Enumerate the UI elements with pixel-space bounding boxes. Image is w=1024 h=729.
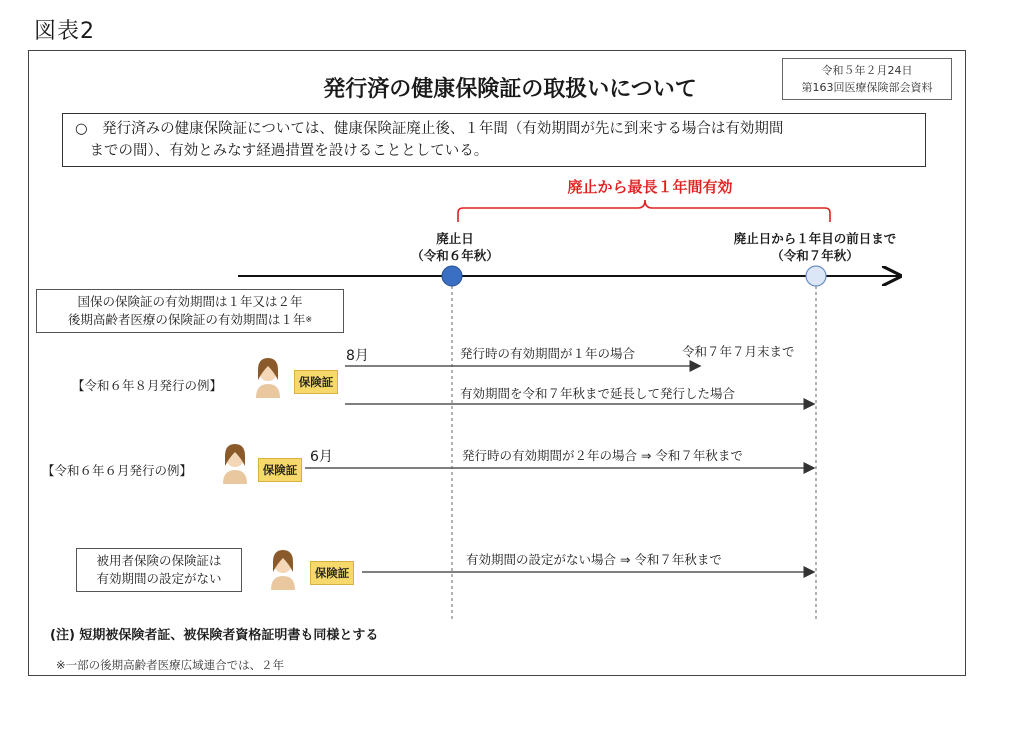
aug-extended-text: 有効期間を令和７年秋まで延長して発行した場合 — [460, 386, 736, 401]
validity-line-2 — [37, 311, 343, 329]
start-date-title: 廃止日 — [436, 231, 474, 246]
footnote-asterisk: ※一部の後期高齢者医療広域連合では、２年 — [56, 658, 285, 672]
date-line: 令和５年２月24日 — [821, 64, 913, 77]
end-date-era: （令和７年秋） — [771, 248, 859, 263]
bracket-label: 廃止から最長１年間有効 — [567, 178, 733, 196]
aug-1year-text: 発行時の有効期間が１年の場合 — [460, 346, 636, 361]
summary-line-1: ○ 発行済みの健康保険証については、健康保険証廃止後、１年間（有効期間が先に到来する場合は有効期間 — [75, 121, 784, 137]
employee-arrow-text: 有効期間の設定がない場合 ⇒ 令和７年秋まで — [466, 552, 722, 567]
summary-line-2: までの間）、有効とみなす経過措置を設けることとしている。 — [75, 143, 489, 159]
person-icon — [256, 358, 280, 398]
end-date-label — [720, 230, 910, 264]
employee-line-2: 有効期間の設定がない — [96, 571, 222, 586]
start-date-era: （令和６年秋） — [411, 248, 499, 263]
start-dot — [442, 266, 462, 286]
footnote-mark: ※ — [305, 315, 313, 324]
validity-line-2-text: 後期高齢者医療の保険証の有効期間は１年 — [67, 312, 306, 327]
employee-insurance-box — [76, 548, 242, 592]
insurance-card-badge: 保険証 — [258, 458, 302, 482]
insurance-card-badge: 保険証 — [294, 370, 338, 394]
meeting-line: 第163回医療保険部会資料 — [801, 81, 933, 94]
person-icon — [223, 444, 247, 484]
validity-line-1: 国保の保険証の有効期間は１年又は２年 — [77, 294, 303, 309]
jun-month-label: 6月 — [310, 449, 333, 465]
start-date-label — [400, 230, 510, 264]
aug-example-label: 【令和６年８月発行の例】 — [72, 378, 223, 393]
end-dot — [806, 266, 826, 286]
validity-bracket — [458, 200, 830, 222]
jun-example-label: 【令和６年６月発行の例】 — [42, 463, 193, 478]
diagram-title: 発行済の健康保険証の取扱いについて — [323, 77, 697, 102]
aug-1year-end: 令和７年７月末まで — [682, 344, 795, 359]
end-date-title: 廃止日から１年目の前日まで — [733, 231, 897, 246]
jun-2year-text: 発行時の有効期間が２年の場合 ⇒ 令和７年秋まで — [462, 448, 743, 463]
employee-line-1: 被用者保険の保険証は — [96, 553, 222, 568]
insurance-card-badge: 保険証 — [310, 561, 354, 585]
validity-period-box — [36, 289, 344, 333]
footnote-main: (注) 短期被保険者証、被保険者資格証明書も同様とする — [50, 628, 379, 643]
person-icon — [271, 550, 295, 590]
aug-month-label: 8月 — [346, 348, 369, 364]
figure-label: 図表2 — [34, 19, 95, 44]
